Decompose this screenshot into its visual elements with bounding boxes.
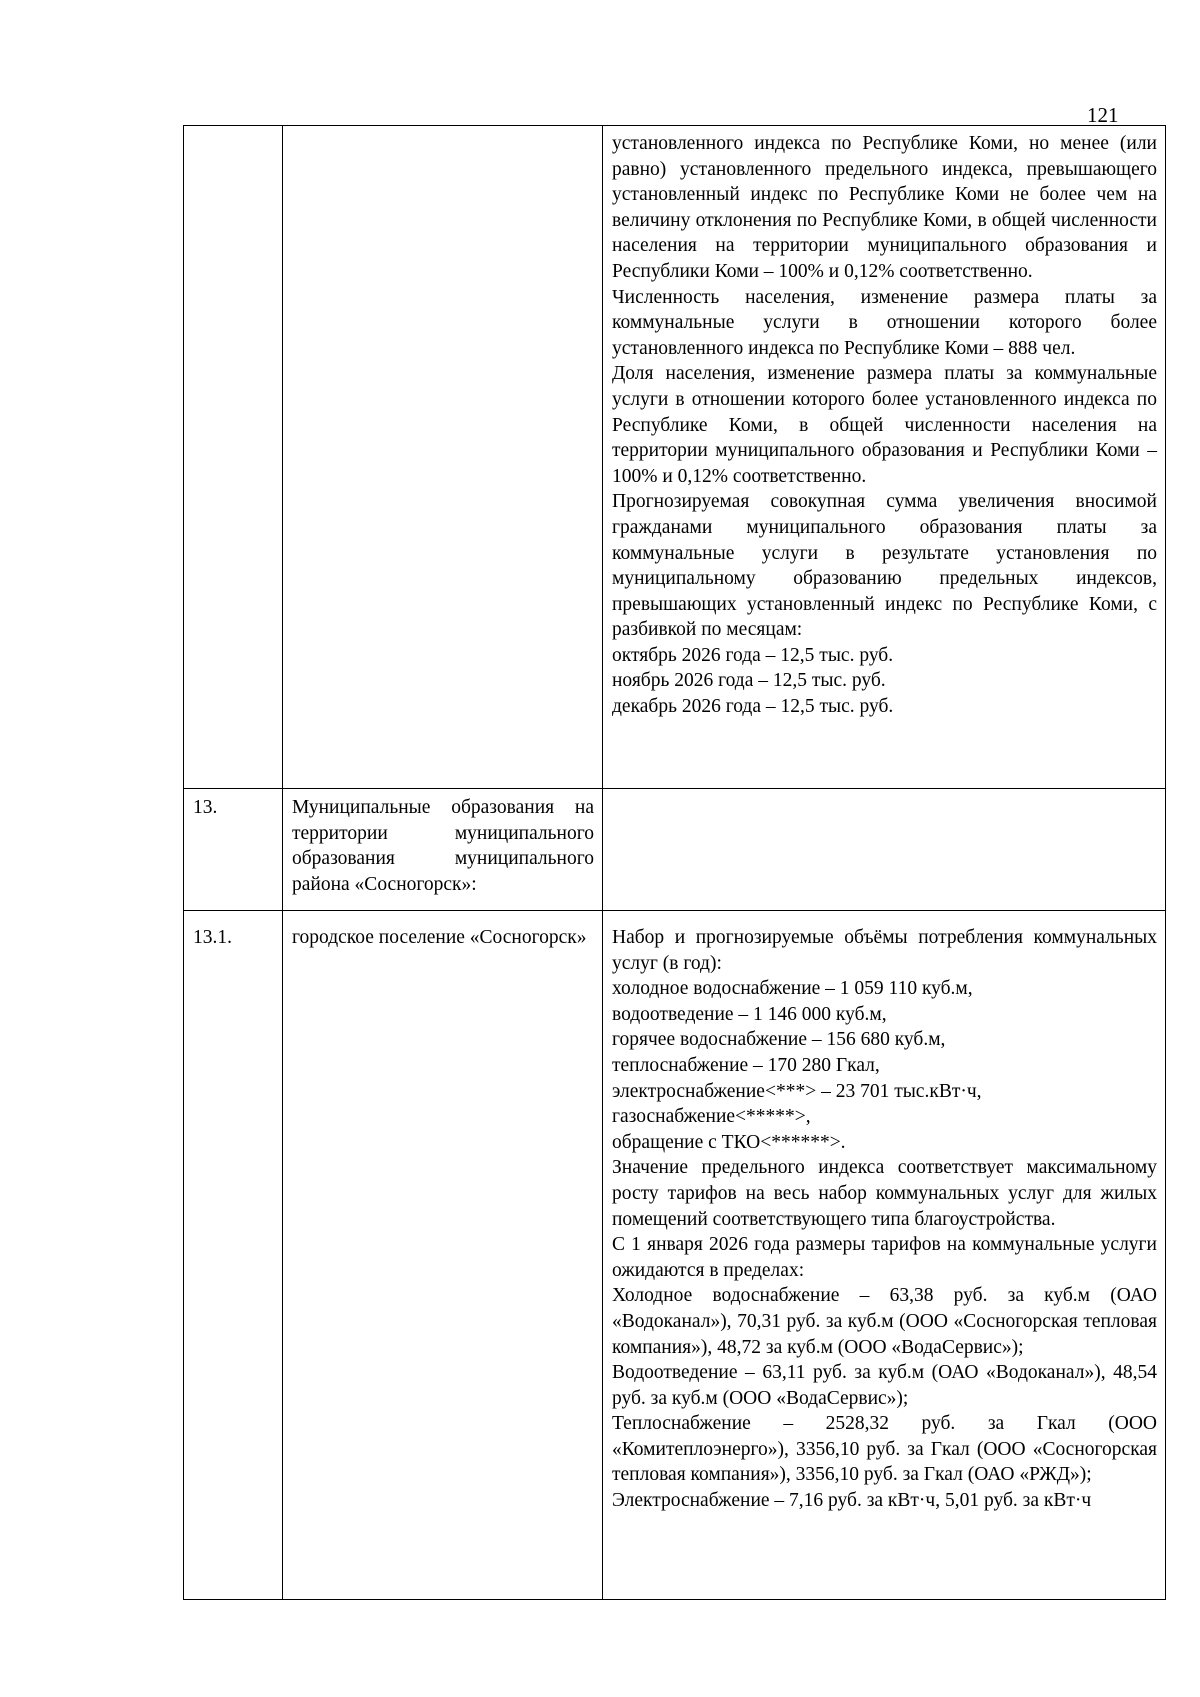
volume-line: теплоснабжение – 170 280 Гкал, — [612, 1054, 880, 1076]
monthly-amount-line: октябрь 2026 года – 12,5 тыс. руб. — [612, 644, 894, 666]
row-description-cell — [603, 789, 1166, 911]
page-number: 121 — [1087, 103, 1119, 127]
paragraph: Электроснабжение – 7,16 руб. за кВт·ч, 5,01 руб. за кВт·ч — [612, 1490, 1092, 1512]
document-table — [183, 125, 1166, 1600]
monthly-amount-line: ноябрь 2026 года – 12,5 тыс. руб. — [612, 670, 886, 692]
row-name-cell — [283, 911, 603, 1600]
municipality-name: городское поселение «Сосногорск» — [292, 927, 587, 948]
paragraph: Набор и прогнозируемые объёмы потребления коммунальных услуг (в год): — [612, 927, 1157, 974]
volume-line: электроснабжение<***> – 23 701 тыс.кВт·ч, — [612, 1080, 982, 1102]
row-name-cell — [283, 126, 603, 789]
volume-line: водоотведение – 1 146 000 куб.м, — [612, 1003, 887, 1025]
volume-line: газоснабжение<*****>, — [612, 1106, 811, 1128]
paragraph: С 1 января 2026 года размеры тарифов на коммунальные услуги ожидаются в пределах: — [612, 1234, 1157, 1281]
paragraph: Доля населения, изменение размера платы за коммунальные услуги в отношении которого более установленного индекса по Республике Коми, в общей численности населения на территории муниципального образования и Республики Коми – 100% и 0,12% соответственно. — [612, 363, 1157, 487]
table-row — [184, 126, 1166, 789]
row-number-cell — [184, 126, 283, 789]
paragraph: Значение предельного индекса соответствует максимальному росту тарифов на весь набор коммунальных услуг для жилых помещений соответствующего типа благоустройства. — [612, 1157, 1157, 1230]
volume-line: горячее водоснабжение – 156 680 куб.м, — [612, 1029, 946, 1051]
paragraph: Прогнозируемая совокупная сумма увеличения вносимой гражданами муниципального образования платы за коммунальные услуги в результате установления по муниципальному образованию предельных индексов, превышающих установленный индекс по Республике Коми, с разбивкой по месяцам: — [612, 491, 1157, 641]
row-number-cell: 13.1. — [184, 911, 283, 1600]
table-row — [184, 911, 1166, 1600]
paragraph: Численность населения, изменение размера платы за коммунальные услуги в отношении которого более установленного индекса по Республике Коми – 888 чел. — [612, 286, 1157, 359]
paragraph: Холодное водоснабжение – 63,38 руб. за куб.м (ОАО «Водоканал»), 70,31 руб. за куб.м (ООО «Сосногорская тепловая компания»), 48,72 за куб.м (ООО «ВодаСервис»); — [612, 1285, 1157, 1358]
paragraph: установленного индекса по Республике Коми, но менее (или равно) установленного предельного индекса, превышающего установленный индекс по Республике Коми не более чем на величину отклонения по Республике Коми, в общей численности населения на территории муниципального образования и Республики Коми – 100% и 0,12% соответственно. — [612, 133, 1157, 282]
paragraph: Водоотведение – 63,11 руб. за куб.м (ОАО «Водоканал»), 48,54 руб. за куб.м (ООО «ВодаСервис»); — [612, 1362, 1157, 1409]
volume-line: холодное водоснабжение – 1 059 110 куб.м, — [612, 978, 973, 1000]
row-description-cell — [603, 126, 1166, 789]
row-description-cell — [603, 911, 1166, 1600]
monthly-amount-line: декабрь 2026 года – 12,5 тыс. руб. — [612, 696, 894, 718]
table-row — [184, 789, 1166, 911]
row-name-cell — [283, 789, 603, 911]
paragraph: Теплоснабжение – 2528,32 руб. за Гкал (ООО «Комитеплоэнерго»), 3356,10 руб. за Гкал (ООО «Сосногорская тепловая компания»), 3356,10 руб. за Гкал (ОАО «РЖД»); — [612, 1413, 1157, 1486]
municipality-group-name: Муниципальные образования на территории муниципального образования муниципального района «Сосногорск»: — [292, 797, 594, 895]
row-number-cell: 13. — [184, 789, 283, 911]
volume-line: обращение с ТКО<******>. — [612, 1131, 846, 1153]
